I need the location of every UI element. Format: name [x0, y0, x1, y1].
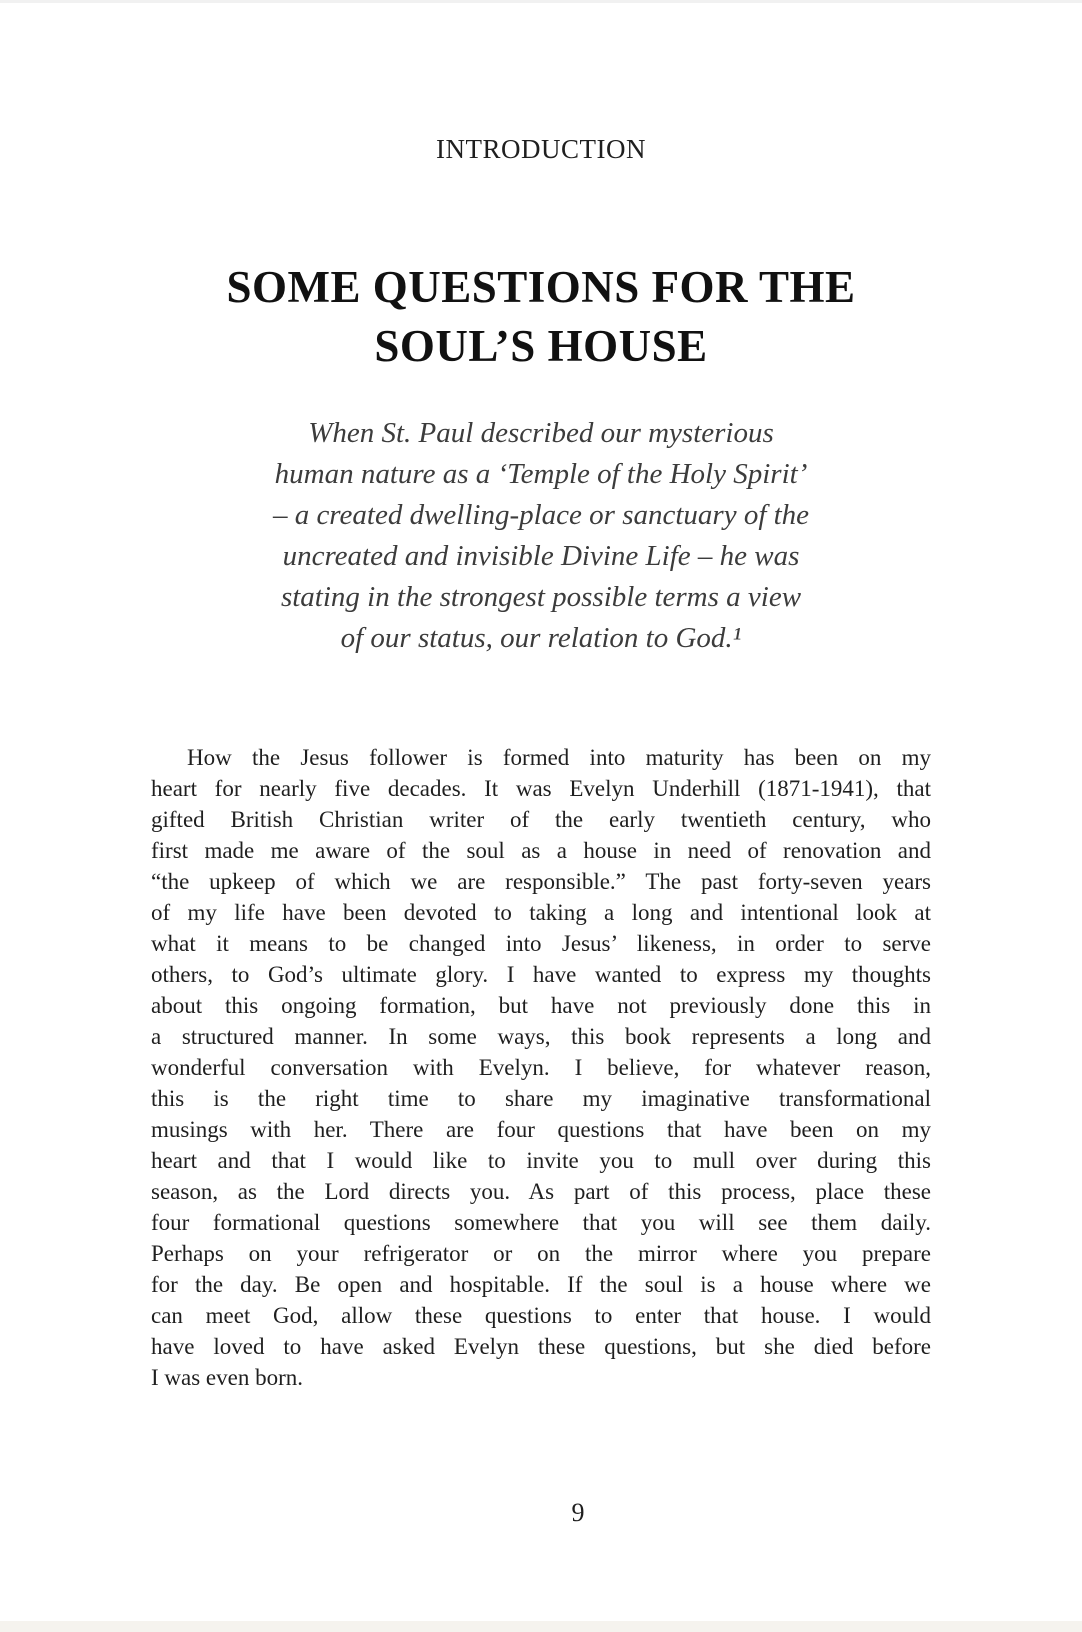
- body-text-line: four formational questions somewhere that you will see them daily.: [151, 1210, 931, 1235]
- body-text-line: a structured manner. In some ways, this book represents a long and: [151, 1024, 931, 1049]
- body-text-line: “the upkeep of which we are responsible.” The past forty-seven years: [151, 869, 931, 894]
- body-paragraph: [151, 742, 931, 1393]
- body-text-line: for the day. Be open and hospitable. If the soul is a house where we: [151, 1272, 931, 1297]
- epigraph-line: of our status, our relation to God.¹: [340, 622, 742, 654]
- page-number: 9: [571, 1498, 585, 1527]
- body-text-line: this is the right time to share my imaginative transformational: [151, 1086, 931, 1111]
- body-text-line: first made me aware of the soul as a house in need of renovation and: [151, 838, 931, 863]
- epigraph-line: When St. Paul described our mysterious: [308, 417, 774, 449]
- top-edge-strip: [0, 0, 1082, 3]
- bottom-edge-bar: [0, 1621, 1082, 1632]
- chapter-title-line: SOME QUESTIONS FOR THE: [226, 262, 856, 312]
- body-text-line: what it means to be changed into Jesus’ likeness, in order to serve: [151, 931, 931, 956]
- body-text-line: about this ongoing formation, but have not previously done this in: [151, 993, 931, 1018]
- epigraph-line: – a created dwelling-place or sanctuary of the: [272, 499, 810, 531]
- epigraph-line: uncreated and invisible Divine Life – he was: [282, 540, 800, 572]
- body-text-line: season, as the Lord directs you. As part of this process, place these: [151, 1179, 931, 1204]
- epigraph-line: stating in the strongest possible terms a view: [280, 581, 802, 613]
- body-text-line: others, to God’s ultimate glory. I have wanted to express my thoughts: [151, 962, 931, 987]
- body-text-line: heart for nearly five decades. It was Evelyn Underhill (1871-1941), that: [151, 776, 931, 801]
- epigraph-line: human nature as a ‘Temple of the Holy Spirit’: [274, 458, 808, 490]
- body-text-line: of my life have been devoted to taking a long and intentional look at: [151, 900, 931, 925]
- chapter-title-line: SOUL’S HOUSE: [374, 321, 708, 371]
- body-text-line: gifted British Christian writer of the early twentieth century, who: [151, 807, 931, 832]
- body-text-line: I was even born.: [151, 1365, 304, 1390]
- body-text-line: have loved to have asked Evelyn these questions, but she died before: [151, 1334, 931, 1359]
- body-text-line: wonderful conversation with Evelyn. I believe, for whatever reason,: [151, 1055, 931, 1080]
- body-text-line: musings with her. There are four questions that have been on my: [151, 1117, 931, 1142]
- body-text-line: can meet God, allow these questions to enter that house. I would: [151, 1303, 931, 1328]
- body-text-line: Perhaps on your refrigerator or on the mirror where you prepare: [151, 1241, 931, 1266]
- body-text-line: How the Jesus follower is formed into maturity has been on my: [187, 745, 931, 770]
- chapter-kicker: INTRODUCTION: [436, 134, 646, 164]
- chapter-title: [91, 258, 991, 376]
- epigraph: [151, 413, 931, 659]
- body-text-line: heart and that I would like to invite you to mull over during this: [151, 1148, 931, 1173]
